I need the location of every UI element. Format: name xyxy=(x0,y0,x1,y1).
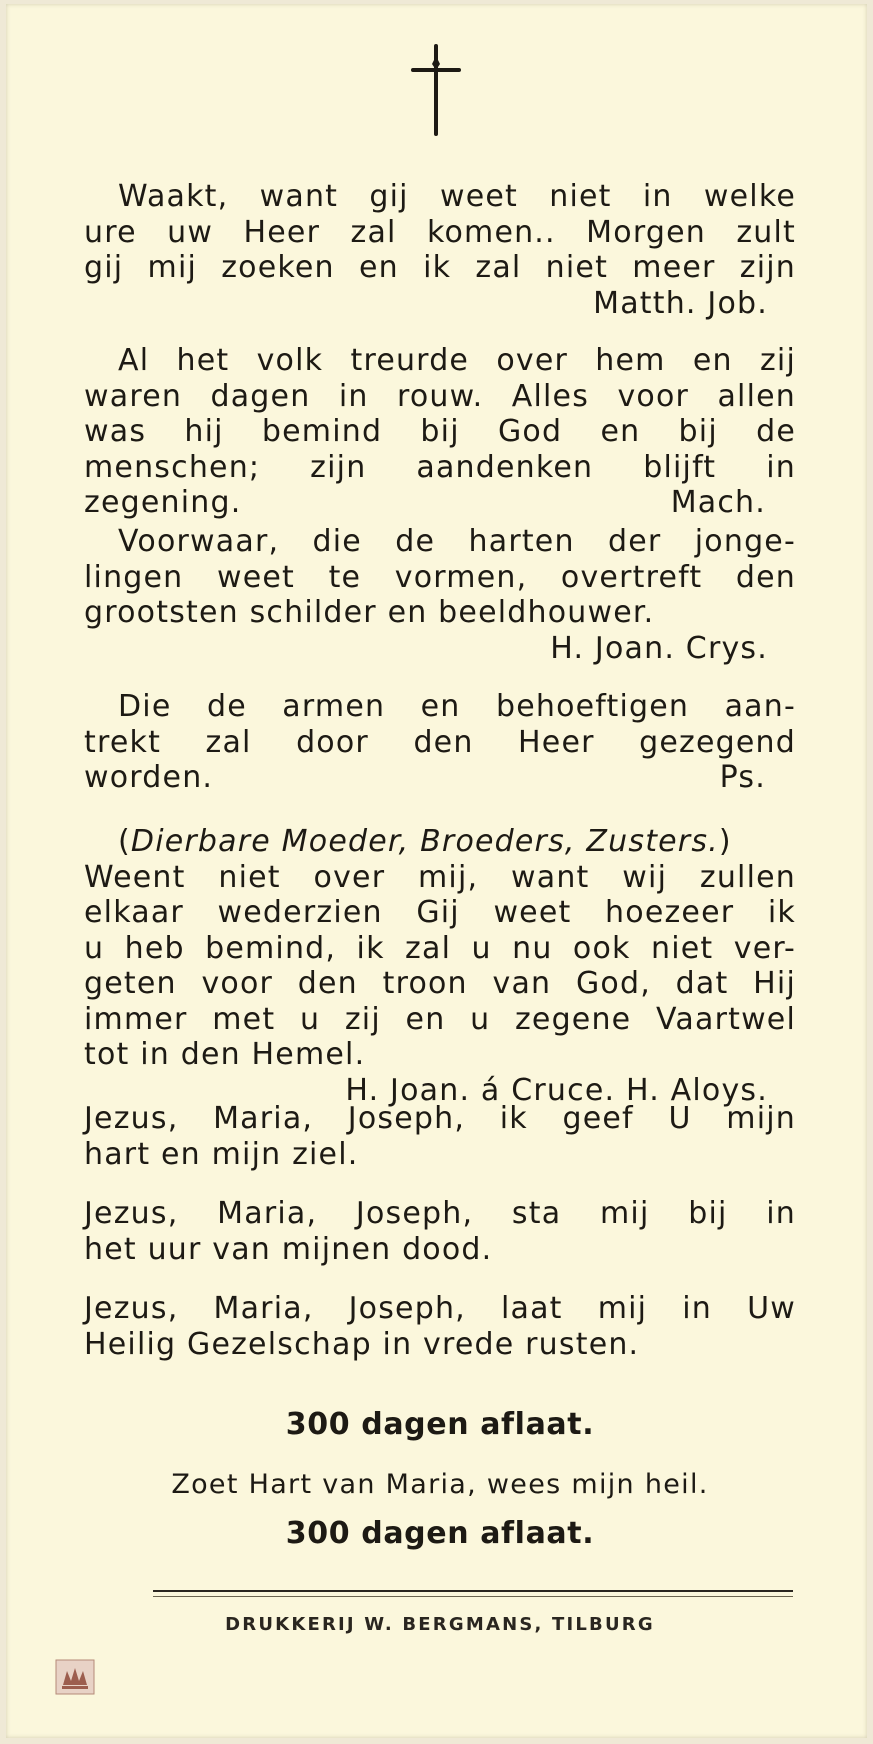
indulgence-note: 300 dagen aflaat. xyxy=(285,1407,595,1442)
prayer-line: hart en mijn ziel. xyxy=(84,1136,359,1172)
verse-source: H. Joan. á Cruce. H. Aloys. xyxy=(345,1072,768,1108)
divider-line xyxy=(153,1590,793,1592)
prayer-line: het uur van mijnen dood. xyxy=(84,1231,493,1267)
verse-line: menschen; zijn aandenken blijft in xyxy=(84,449,796,485)
verse-line: geten voor den troon van God, dat Hij xyxy=(84,966,796,1001)
verse-line: Al het volk treurde over hem en zij xyxy=(118,343,796,378)
prayer-rest-in-peace xyxy=(84,1291,796,1362)
indulgence-note: 300 dagen aflaat. xyxy=(285,1516,595,1551)
verse-line: Waakt, want gij weet niet in welke xyxy=(118,179,796,214)
memorial-card xyxy=(6,4,867,1738)
verse-source: Mach. xyxy=(670,485,766,520)
verse-source: Ps. xyxy=(719,760,766,795)
divider-line xyxy=(153,1596,793,1597)
verse-line: immer met u zij en u zegene Vaartwel xyxy=(84,1001,796,1037)
printer-imprint: DRUKKERIJ W. BERGMANS, TILBURG xyxy=(225,1614,655,1635)
verse-line: grootsten schilder en beeldhouwer. xyxy=(84,595,655,630)
verse-line: Die de armen en behoeftigen aan- xyxy=(118,689,796,724)
verse-last-line xyxy=(84,760,796,796)
verse-text: worden. xyxy=(84,760,214,795)
verse-line: Voorwaar, die de harten der jonge- xyxy=(118,524,796,559)
verse-address: (Dierbare Moeder, Broeders, Zusters.) xyxy=(118,824,732,859)
verse-line: Weent niet over mij, want wij zullen xyxy=(84,859,796,895)
prayer-line: Jezus, Maria, Joseph, ik geef U mijn xyxy=(84,1101,796,1136)
verse-source: Matth. Job. xyxy=(593,285,768,321)
prayer-line: Heilig Gezelschap in vrede rusten. xyxy=(84,1326,640,1362)
verse-line: elkaar wederzien Gij weet hoezeer ik xyxy=(84,895,796,930)
verse-matthew xyxy=(84,179,796,321)
prayer-heart-soul xyxy=(84,1101,796,1172)
verse-line: u heb bemind, ik zal u nu ook niet ver- xyxy=(84,930,796,966)
verse-line: waren dagen in rouw. Alles voor allen xyxy=(84,378,796,414)
verse-machabeeen xyxy=(84,343,796,521)
verse-line: lingen weet te vormen, overtreft den xyxy=(84,559,796,595)
prayer-line: Jezus, Maria, Joseph, sta mij bij in xyxy=(84,1196,796,1231)
verse-source: H. Joan. Crys. xyxy=(550,630,768,666)
stamp-icon xyxy=(55,1659,95,1695)
cross-icon xyxy=(409,44,463,136)
verse-psalm xyxy=(84,689,796,796)
invocation: Zoet Hart van Maria, wees mijn heil. xyxy=(171,1469,709,1500)
verse-line: was hij bemind bij God en bij de xyxy=(84,414,796,449)
verse-line: gij mij zoeken en ik zal niet meer zijn xyxy=(84,250,796,285)
verse-text: zegening. xyxy=(84,485,242,520)
verse-chrysostomus xyxy=(84,524,796,666)
verse-last-line xyxy=(84,485,796,521)
verse-farewell xyxy=(84,824,796,1108)
prayer-line: Jezus, Maria, Joseph, laat mij in Uw xyxy=(84,1291,796,1326)
verse-line: ure uw Heer zal komen.. Morgen zult xyxy=(84,214,796,250)
prayer-hour-of-death xyxy=(84,1196,796,1267)
verse-line: trekt zal door den Heer gezegend xyxy=(84,724,796,760)
verse-line: tot in den Hemel. xyxy=(84,1037,366,1072)
